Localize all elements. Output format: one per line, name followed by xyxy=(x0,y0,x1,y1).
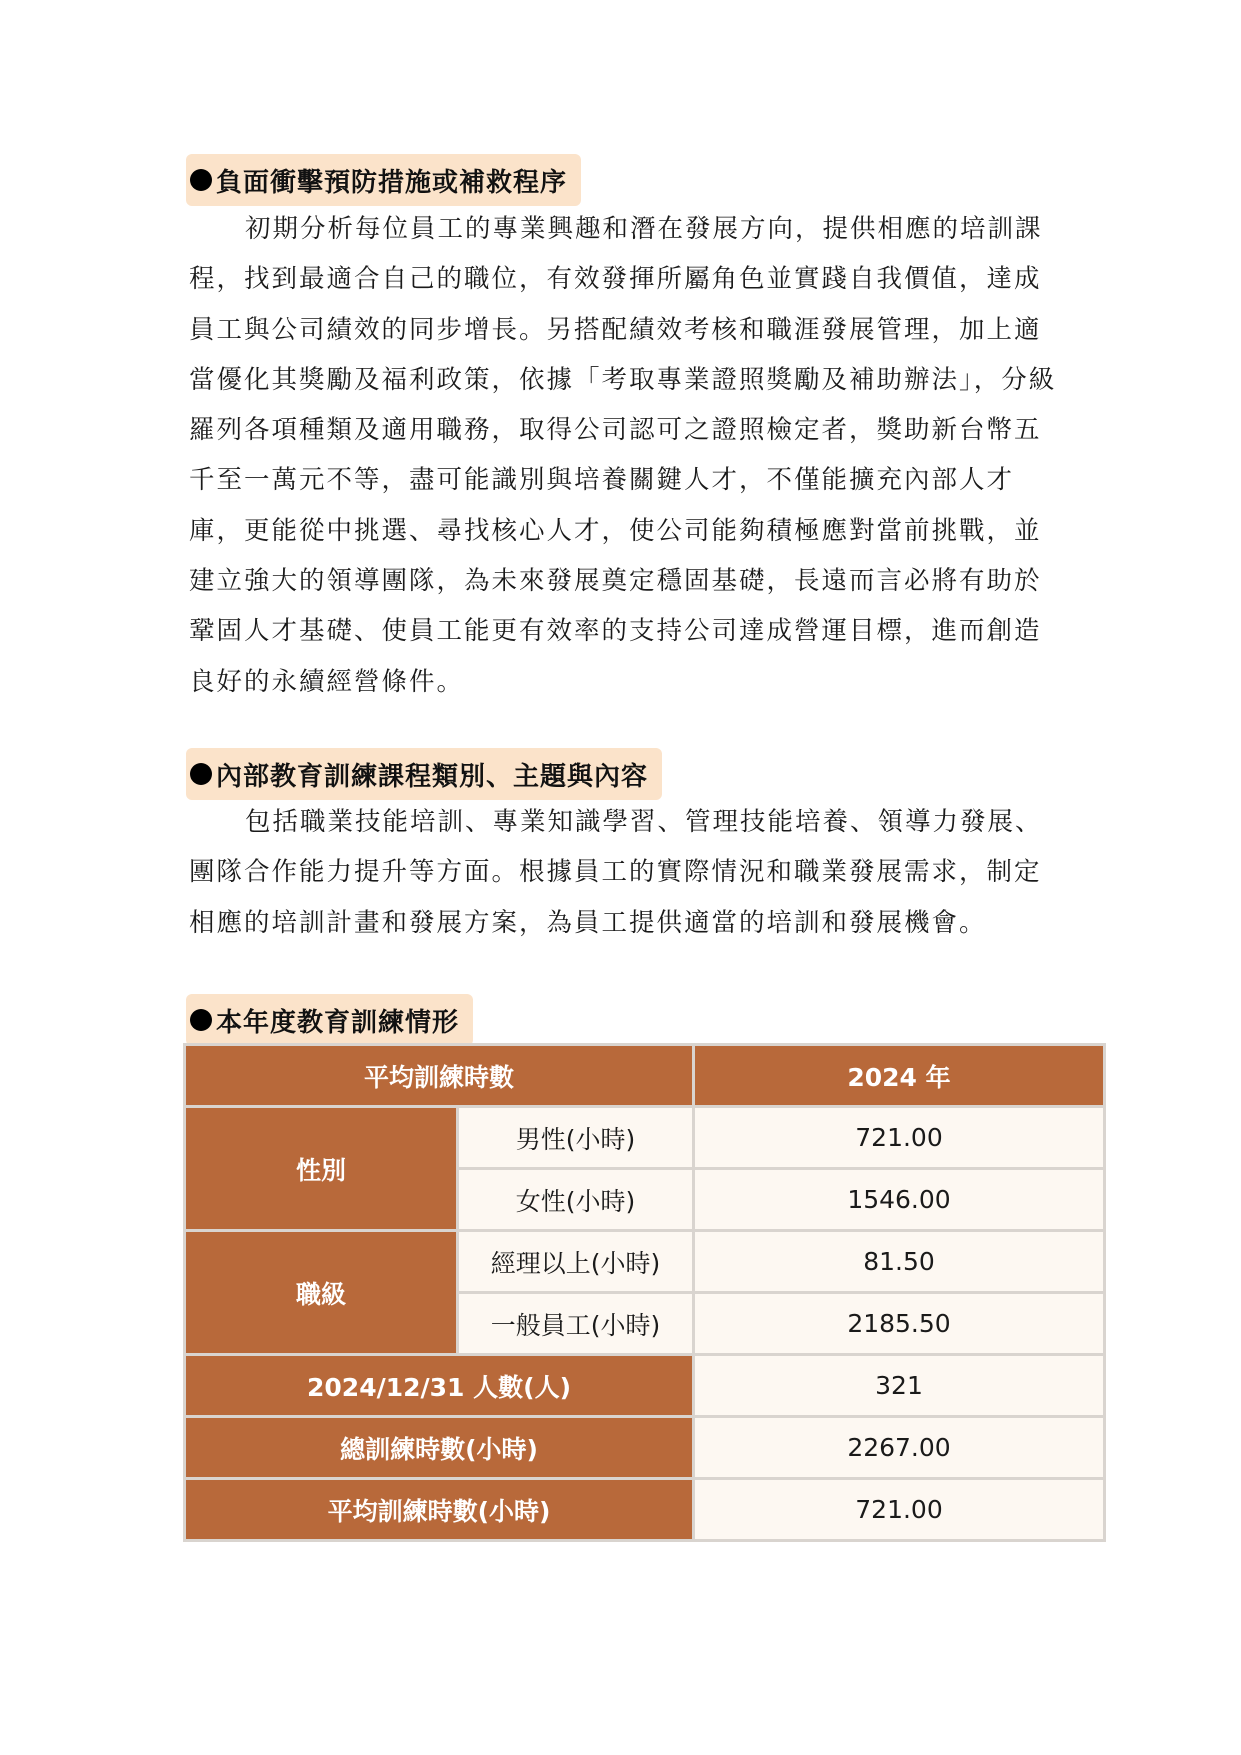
table-row xyxy=(185,1355,1105,1417)
paragraph-line: 相應的培訓計畫和發展方案，為員工提供適當的培訓和發展機會。 xyxy=(189,907,987,938)
paragraph-internal-training xyxy=(189,797,1109,948)
training-table xyxy=(183,1043,1106,1542)
manager-label-cell: 經理以上(小時) xyxy=(458,1231,694,1293)
staff-value-cell: 2185.50 xyxy=(694,1293,1105,1355)
bullet-icon xyxy=(190,763,212,785)
average-label-cell: 平均訓練時數(小時) xyxy=(185,1479,694,1541)
section-heading-negative-impact xyxy=(186,154,581,206)
table-row xyxy=(185,1417,1105,1479)
paragraph-line: 良好的永續經營條件。 xyxy=(189,666,465,697)
table-row xyxy=(185,1479,1105,1541)
header-label-cell: 平均訓練時數 xyxy=(185,1045,694,1107)
total-value-cell: 2267.00 xyxy=(694,1417,1105,1479)
header-year-cell: 2024 年 xyxy=(694,1045,1105,1107)
paragraph-line: 建立強大的領導團隊，為未來發展奠定穩固基礎，長遠而言必將有助於 xyxy=(189,566,1042,597)
average-value-cell: 721.00 xyxy=(694,1479,1105,1541)
paragraph-negative-impact xyxy=(189,204,1109,707)
section-heading-internal-training xyxy=(186,748,662,800)
paragraph-line: 包括職業技能培訓、專業知識學習、管理技能培養、領導力發展、 xyxy=(245,807,1043,837)
female-value-cell: 1546.00 xyxy=(694,1169,1105,1231)
paragraph-line: 程，找到最適合自己的職位，有效發揮所屬角色並實踐自我價值，達成 xyxy=(189,264,1042,295)
table-row xyxy=(185,1107,1105,1169)
table-row xyxy=(185,1231,1105,1293)
rank-label-cell: 職級 xyxy=(185,1231,458,1355)
section-heading-annual-training xyxy=(186,994,473,1046)
staff-label-cell: 一般員工(小時) xyxy=(458,1293,694,1355)
manager-value-cell: 81.50 xyxy=(694,1231,1105,1293)
bullet-icon xyxy=(190,169,212,191)
paragraph-line: 團隊合作能力提升等方面。根據員工的實際情況和職業發展需求，制定 xyxy=(189,857,1042,888)
paragraph-line: 羅列各項種類及適用職務，取得公司認可之證照檢定者，獎助新台幣五 xyxy=(189,415,1042,446)
section-heading-text: 本年度教育訓練情形 xyxy=(216,1007,460,1038)
gender-label-cell: 性別 xyxy=(185,1107,458,1231)
headcount-label-cell: 2024/12/31 人數(人) xyxy=(185,1355,694,1417)
paragraph-line: 庫，更能從中挑選、尋找核心人才，使公司能夠積極應對當前挑戰，並 xyxy=(189,515,1042,546)
paragraph-line: 鞏固人才基礎、使員工能更有效率的支持公司達成營運目標，進而創造 xyxy=(189,616,1042,647)
paragraph-line: 初期分析每位員工的專業興趣和潛在發展方向，提供相應的培訓課 xyxy=(245,214,1043,244)
bullet-icon xyxy=(190,1009,212,1031)
section-heading-text: 負面衝擊預防措施或補救程序 xyxy=(216,167,568,198)
headcount-value-cell: 321 xyxy=(694,1355,1105,1417)
paragraph-line: 員工與公司績效的同步增長。另搭配績效考核和職涯發展管理，加上適 xyxy=(189,314,1042,345)
total-label-cell: 總訓練時數(小時) xyxy=(185,1417,694,1479)
paragraph-line: 當優化其獎勵及福利政策，依據「考取專業證照獎勵及補助辦法」，分級 xyxy=(189,364,1057,395)
female-label-cell: 女性(小時) xyxy=(458,1169,694,1231)
male-value-cell: 721.00 xyxy=(694,1107,1105,1169)
section-heading-text: 內部教育訓練課程類別、主題與內容 xyxy=(216,761,649,792)
male-label-cell: 男性(小時) xyxy=(458,1107,694,1169)
paragraph-line: 千至一萬元不等，盡可能識別與培養關鍵人才，不僅能擴充內部人才 xyxy=(189,465,1015,496)
table-row xyxy=(185,1045,1105,1107)
